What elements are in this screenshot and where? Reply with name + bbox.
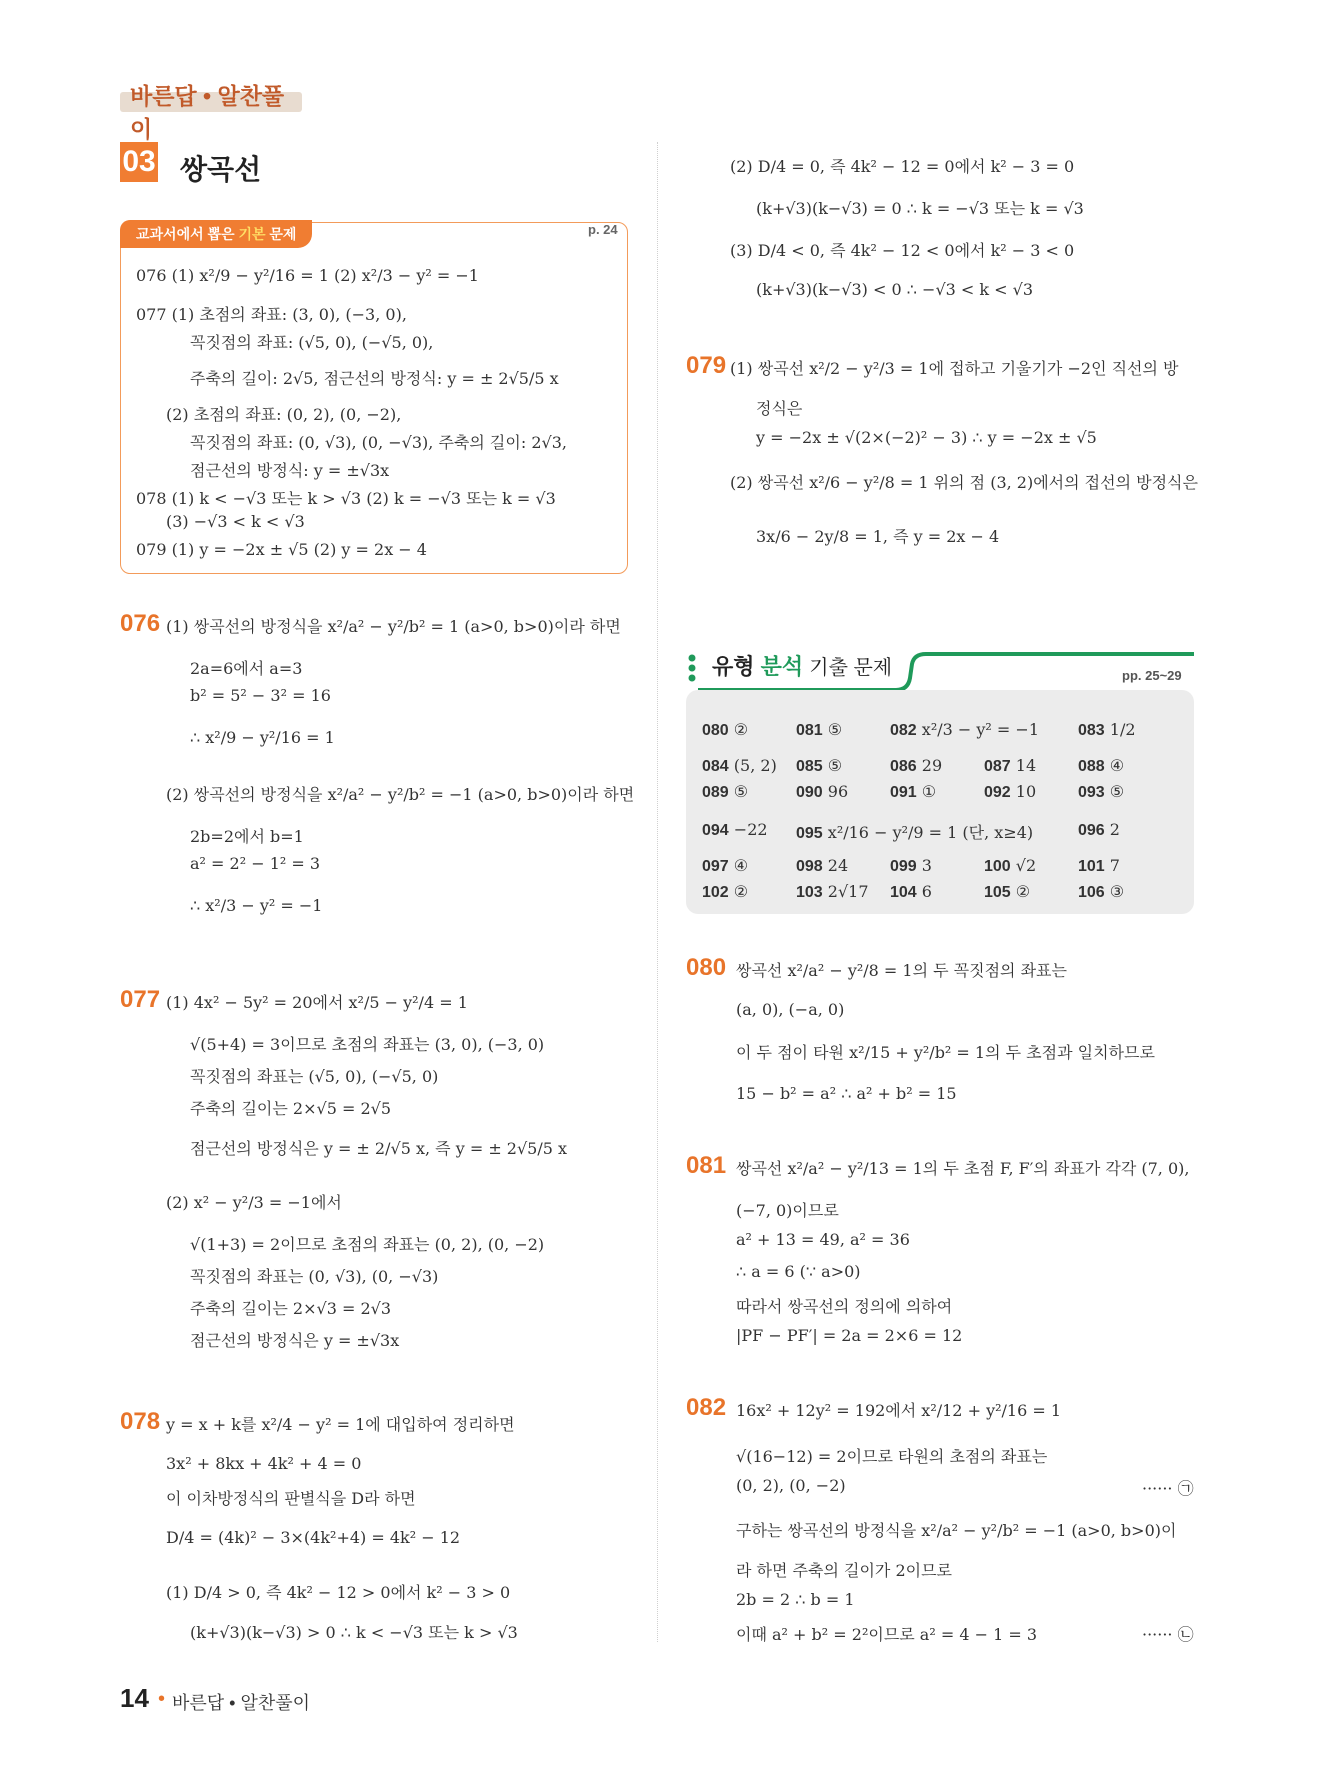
answer-item: 089 ⑤ [702, 782, 749, 801]
basic-line: (3) −√3 < k < √3 [166, 512, 305, 531]
solution-line: (a, 0), (−a, 0) [736, 1000, 845, 1019]
solution-line: 꼭짓점의 좌표는 (0, √3), (0, −√3) [190, 1267, 439, 1286]
answer-item: 088 ④ [1078, 756, 1125, 775]
solution-line: (1) D/4 > 0, 즉 4k² − 12 > 0에서 k² − 3 > 0 [166, 1583, 511, 1602]
solution-line: 15 − b² = a² ∴ a² + b² = 15 [736, 1084, 957, 1103]
solution-line: y = x + k를 x²/4 − y² = 1에 대입하여 정리하면 [166, 1415, 515, 1434]
answer-item: 103 2√17 [796, 882, 869, 901]
equation-mark: ······ ㉡ [1142, 1625, 1194, 1644]
solution-line: √(16−12) = 2이므로 타원의 초점의 좌표는 [736, 1447, 1048, 1466]
answer-item: 101 7 [1078, 856, 1120, 875]
basic-problems-tab: 교과서에서 뽑은 기본 문제 [120, 220, 312, 248]
solution-line: 쌍곡선 x²/a² − y²/8 = 1의 두 꼭짓점의 좌표는 [736, 961, 1067, 980]
solution-line: ∴ x²/9 − y²/16 = 1 [190, 728, 335, 747]
answer-item: 095 x²/16 − y²/9 = 1 (단, x≥4) [796, 823, 1034, 842]
answer-item: 082 x²/3 − y² = −1 [890, 720, 1039, 739]
solution-number: 081 [686, 1152, 727, 1179]
basic-line: 꼭짓점의 좌표: (0, √3), (0, −√3), 주축의 길이: 2√3, [190, 433, 567, 452]
footer-label: 바른답 • 알찬풀이 [172, 1693, 311, 1713]
solution-line: 점근선의 방정식은 y = ±√3x [190, 1331, 400, 1350]
header-tag-text: 바른답 • 알찬풀이 [130, 83, 285, 142]
solution-line: 3x/6 − 2y/8 = 1, 즉 y = 2x − 4 [756, 527, 1000, 546]
column-divider [657, 142, 658, 1642]
solution-line: 2a=6에서 a=3 [190, 659, 303, 678]
solution-line: 따라서 쌍곡선의 정의에 의하여 [736, 1297, 953, 1316]
solution-line: D/4 = (4k)² − 3×(4k²+4) = 4k² − 12 [166, 1528, 461, 1547]
solution-line: 구하는 쌍곡선의 방정식을 x²/a² − y²/b² = −1 (a>0, b>0)이 [736, 1521, 1177, 1540]
solution-number: 076 [120, 610, 161, 637]
solution-line: (−7, 0)이므로 [736, 1201, 839, 1220]
solution-line: 3x² + 8kx + 4k² + 4 = 0 [166, 1454, 362, 1473]
pattern-title: 유형 분석 기출 문제 [712, 654, 893, 679]
pattern-page-ref: pp. 25~29 [1122, 668, 1182, 683]
answer-item: 098 24 [796, 856, 849, 875]
answer-item: 086 29 [890, 756, 943, 775]
solution-line: 꼭짓점의 좌표는 (√5, 0), (−√5, 0) [190, 1067, 439, 1086]
solution-line: |PF − PF′| = 2a = 2×6 = 12 [736, 1326, 963, 1345]
solution-line: 주축의 길이는 2×√5 = 2√5 [190, 1099, 392, 1118]
solution-line: 이 두 점이 타원 x²/15 + y²/b² = 1의 두 초점과 일치하므로 [736, 1043, 1155, 1062]
answer-item: 097 ④ [702, 856, 749, 875]
solution-line: (2) x² − y²/3 = −1에서 [166, 1193, 342, 1212]
footer-dot: • [158, 1688, 166, 1710]
answer-item: 093 ⑤ [1078, 782, 1125, 801]
solution-number: 080 [686, 954, 727, 981]
answer-item: 087 14 [984, 756, 1037, 775]
solution-line: √(1+3) = 2이므로 초점의 좌표는 (0, 2), (0, −2) [190, 1235, 545, 1254]
basic-line: 점근선의 방정식: y = ±√3x [190, 461, 390, 480]
basic-line: 078 (1) k < −√3 또는 k > √3 (2) k = −√3 또는 k = √3 [136, 489, 556, 508]
solution-line: (2) 쌍곡선 x²/6 − y²/8 = 1 위의 점 (3, 2)에서의 접선의 방정식은 [730, 473, 1198, 492]
solution-line: 이 이차방정식의 판별식을 D라 하면 [166, 1489, 416, 1508]
answer-item: 084 (5, 2) [702, 756, 777, 775]
answer-item: 080 ② [702, 720, 749, 739]
basic-line: 꼭짓점의 좌표: (√5, 0), (−√5, 0), [190, 333, 434, 352]
answer-item: 104 6 [890, 882, 932, 901]
basic-line: 076 (1) x²/9 − y²/16 = 1 (2) x²/3 − y² = −1 [136, 266, 479, 285]
chapter-title: 쌍곡선 [180, 154, 262, 185]
basic-line: (2) 초점의 좌표: (0, 2), (0, −2), [166, 405, 402, 424]
basic-page-ref: p. 24 [588, 222, 618, 237]
answer-item: 105 ② [984, 882, 1031, 901]
solution-line: (1) 4x² − 5y² = 20에서 x²/5 − y²/4 = 1 [166, 993, 468, 1012]
answer-item: 083 1/2 [1078, 720, 1136, 739]
solution-line: 이때 a² + b² = 2²이므로 a² = 4 − 1 = 3 [736, 1625, 1038, 1644]
answer-item: 094 −22 [702, 820, 768, 839]
solution-line: (k+√3)(k−√3) > 0 ∴ k < −√3 또는 k > √3 [190, 1623, 518, 1642]
solution-line: ∴ x²/3 − y² = −1 [190, 896, 323, 915]
solution-number: 077 [120, 986, 161, 1013]
solution-line: √(5+4) = 3이므로 초점의 좌표는 (3, 0), (−3, 0) [190, 1035, 545, 1054]
answer-item: 081 ⑤ [796, 720, 843, 739]
answer-item: 085 ⑤ [796, 756, 843, 775]
solution-line: ∴ a = 6 (∵ a>0) [736, 1262, 861, 1281]
equation-mark: ······ ㉠ [1142, 1479, 1194, 1498]
solution-line: (0, 2), (0, −2) [736, 1476, 846, 1495]
solution-line: 주축의 길이는 2×√3 = 2√3 [190, 1299, 392, 1318]
answer-item: 100 √2 [984, 856, 1037, 875]
solution-number: 078 [120, 1408, 161, 1435]
answer-item: 106 ③ [1078, 882, 1125, 901]
solution-line: 정식은 [756, 399, 803, 418]
basic-line: 077 (1) 초점의 좌표: (3, 0), (−3, 0), [136, 305, 407, 324]
solution-line: a² = 2² − 1² = 3 [190, 854, 321, 873]
answer-item: 099 3 [890, 856, 932, 875]
solution-line: (2) D/4 = 0, 즉 4k² − 12 = 0에서 k² − 3 = 0 [730, 157, 1075, 176]
solution-line: (k+√3)(k−√3) < 0 ∴ −√3 < k < √3 [756, 280, 1034, 299]
answer-item: 096 2 [1078, 820, 1120, 839]
solution-line: 2b=2에서 b=1 [190, 827, 304, 846]
solution-line: 라 하면 주축의 길이가 2이므로 [736, 1561, 952, 1580]
solution-line: (1) 쌍곡선 x²/2 − y²/3 = 1에 접하고 기울기가 −2인 직선의 방 [730, 359, 1179, 378]
basic-line: 주축의 길이: 2√5, 점근선의 방정식: y = ± 2√5/5 x [190, 369, 559, 388]
solution-line: (3) D/4 < 0, 즉 4k² − 12 < 0에서 k² − 3 < 0 [730, 241, 1075, 260]
solution-number: 082 [686, 1394, 727, 1421]
solution-line: 쌍곡선 x²/a² − y²/13 = 1의 두 초점 F, F′의 좌표가 각각 (7, 0), [736, 1159, 1190, 1178]
solution-number: 079 [686, 352, 727, 379]
solution-line: (k+√3)(k−√3) = 0 ∴ k = −√3 또는 k = √3 [756, 199, 1084, 218]
answer-item: 102 ② [702, 882, 749, 901]
solution-line: 점근선의 방정식은 y = ± 2/√5 x, 즉 y = ± 2√5/5 x [190, 1139, 568, 1158]
solution-line: 16x² + 12y² = 192에서 x²/12 + y²/16 = 1 [736, 1401, 1062, 1420]
solution-line: (1) 쌍곡선의 방정식을 x²/a² − y²/b² = 1 (a>0, b>0)이라 하면 [166, 617, 621, 636]
solution-line: (2) 쌍곡선의 방정식을 x²/a² − y²/b² = −1 (a>0, b>0)이라 하면 [166, 785, 635, 804]
header-tag [120, 78, 302, 142]
solution-line: y = −2x ± √(2×(−2)² − 3) ∴ y = −2x ± √5 [756, 428, 1097, 447]
answer-item: 091 ① [890, 782, 937, 801]
basic-line: 079 (1) y = −2x ± √5 (2) y = 2x − 4 [136, 540, 427, 559]
answer-item: 092 10 [984, 782, 1037, 801]
solution-line: b² = 5² − 3² = 16 [190, 686, 331, 705]
solution-line: a² + 13 = 49, a² = 36 [736, 1230, 910, 1249]
chapter-number: 03 [120, 142, 158, 182]
answer-item: 090 96 [796, 782, 849, 801]
solution-line: 2b = 2 ∴ b = 1 [736, 1590, 855, 1609]
page-number: 14 [120, 1683, 149, 1713]
